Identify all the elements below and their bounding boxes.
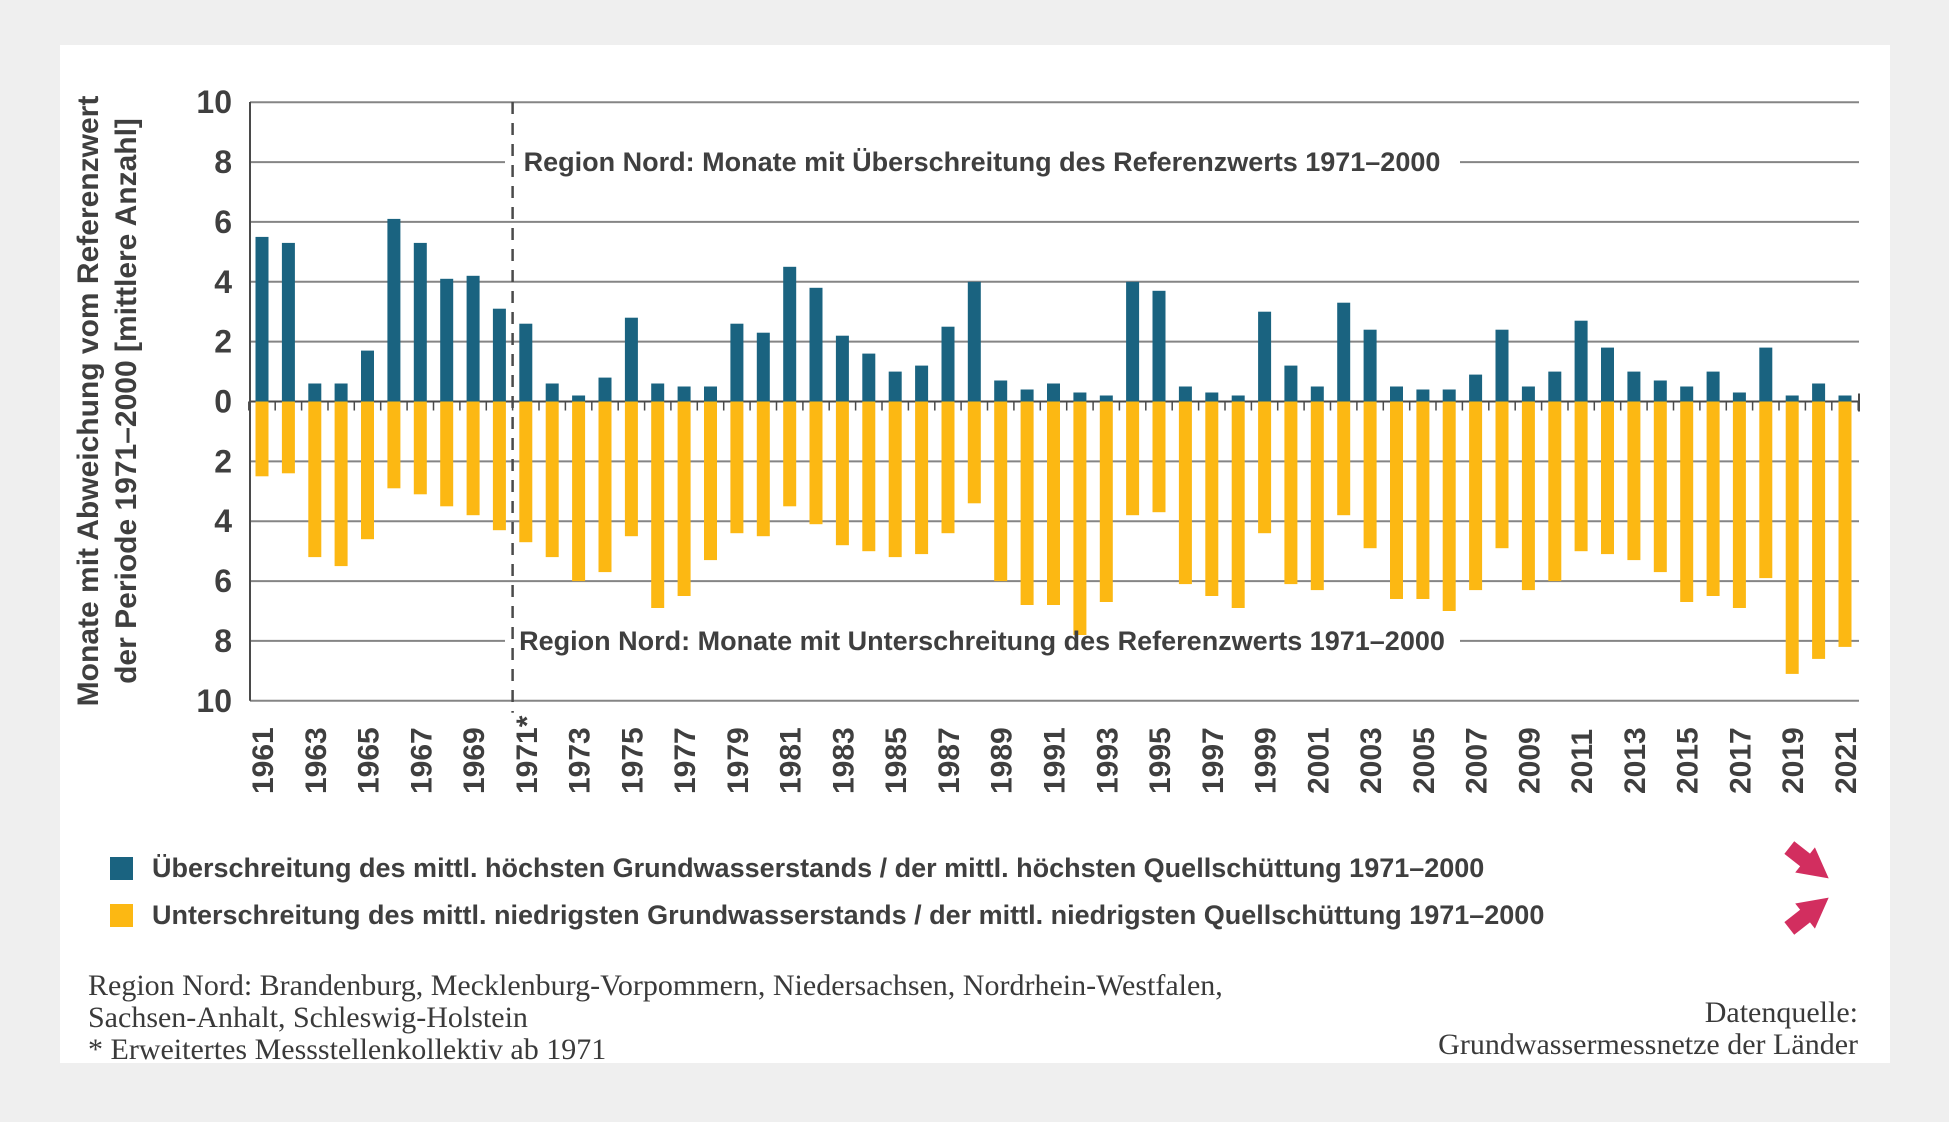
y-tick-label: 2 bbox=[214, 443, 232, 480]
x-tick-label: 1987 bbox=[933, 727, 966, 794]
x-tick-label: 2017 bbox=[1724, 727, 1758, 794]
bar-above-1966 bbox=[387, 219, 400, 402]
bar-above-1998 bbox=[1232, 396, 1245, 402]
bar-below-1977 bbox=[678, 402, 691, 597]
bar-below-2004 bbox=[1390, 402, 1403, 600]
x-tick-label: 1993 bbox=[1091, 727, 1125, 794]
bar-below-2011 bbox=[1575, 402, 1588, 552]
x-tick-label: 2021 bbox=[1830, 727, 1863, 794]
x-tick-label: 1999 bbox=[1249, 727, 1283, 794]
x-tick-label: 1995 bbox=[1144, 727, 1177, 794]
bar-below-1990 bbox=[1021, 402, 1034, 606]
bar-below-1970 bbox=[493, 402, 506, 531]
x-tick-label: 2009 bbox=[1513, 727, 1547, 794]
bar-above-2002 bbox=[1337, 303, 1350, 402]
bar-above-2019 bbox=[1786, 396, 1799, 402]
bar-above-2008 bbox=[1496, 330, 1509, 402]
bar-below-2015 bbox=[1680, 402, 1693, 603]
bars bbox=[256, 219, 1852, 674]
y-axis-title-line1: Monate mit Abweichung vom Referenzwert bbox=[72, 95, 105, 707]
bar-below-2009 bbox=[1522, 402, 1535, 591]
y-tick-label: 8 bbox=[214, 144, 232, 181]
bar-above-2020 bbox=[1812, 384, 1825, 402]
bar-above-1982 bbox=[810, 288, 823, 402]
y-tick-label: 2 bbox=[214, 323, 232, 360]
bar-above-2014 bbox=[1654, 381, 1667, 402]
datasource-label: Datenquelle: bbox=[1704, 996, 1858, 1029]
bar-below-1976 bbox=[651, 402, 664, 609]
y-tick-label: 6 bbox=[214, 563, 232, 600]
x-tick-label: 1989 bbox=[985, 727, 1019, 794]
bar-below-1998 bbox=[1232, 402, 1245, 609]
x-tick-label: 1983 bbox=[827, 727, 861, 794]
bar-above-1964 bbox=[335, 384, 348, 402]
footnote-region: Region Nord: Brandenburg, Mecklenburg-Vorpommern, Niedersachsen, Nordrhein-Westfalen, bbox=[88, 969, 1223, 1002]
bar-above-1995 bbox=[1153, 291, 1166, 402]
bar-above-1983 bbox=[836, 336, 849, 402]
bar-below-2008 bbox=[1496, 402, 1509, 549]
footnote-region-2: Sachsen-Anhalt, Schleswig-Holstein bbox=[88, 1001, 528, 1034]
bar-above-1972 bbox=[546, 384, 559, 402]
bar-above-2011 bbox=[1575, 321, 1588, 402]
bar-below-1984 bbox=[862, 402, 875, 552]
bar-below-1996 bbox=[1179, 402, 1192, 585]
bar-above-1976 bbox=[651, 384, 664, 402]
bar-below-1995 bbox=[1153, 402, 1166, 513]
converging-arrows-icon bbox=[1759, 838, 1859, 948]
chart-title-above: Region Nord: Monate mit Überschreitung des Referenzwerts 1971–2000 bbox=[523, 147, 1441, 177]
bar-below-1974 bbox=[599, 402, 612, 573]
legend-label-above: Überschreitung des mittl. höchsten Grundwasserstands / der mittl. höchsten Quellschüttung 1971–2000 bbox=[152, 852, 1485, 883]
bar-below-2019 bbox=[1786, 402, 1799, 674]
bar-above-2016 bbox=[1707, 372, 1720, 402]
bar-above-1980 bbox=[757, 333, 770, 402]
bar-above-1978 bbox=[704, 387, 717, 402]
x-tick-label: 1973 bbox=[563, 727, 597, 794]
bar-below-1979 bbox=[730, 402, 743, 534]
legend-item-below bbox=[110, 899, 1545, 930]
x-tick-label: 1985 bbox=[880, 727, 914, 794]
bar-above-1992 bbox=[1073, 393, 1086, 402]
bar-above-1974 bbox=[599, 378, 612, 402]
bar-below-1966 bbox=[387, 402, 400, 489]
bar-above-2007 bbox=[1469, 375, 1482, 402]
bar-above-1997 bbox=[1205, 393, 1218, 402]
bar-below-2000 bbox=[1284, 402, 1297, 585]
bar-above-1971 bbox=[519, 324, 532, 402]
bar-above-1967 bbox=[414, 243, 427, 402]
legend-swatch-above bbox=[110, 857, 133, 880]
bar-above-2003 bbox=[1364, 330, 1377, 402]
bar-above-1961 bbox=[256, 237, 269, 402]
bar-below-1993 bbox=[1100, 402, 1113, 603]
bar-below-1980 bbox=[757, 402, 770, 537]
bar-above-1986 bbox=[915, 366, 928, 402]
bar-above-1970 bbox=[493, 309, 506, 402]
bar-below-2020 bbox=[1812, 402, 1825, 659]
bar-above-1975 bbox=[625, 318, 638, 402]
bar-below-1991 bbox=[1047, 402, 1060, 606]
bar-above-1981 bbox=[783, 267, 796, 402]
bar-below-1968 bbox=[440, 402, 453, 507]
x-tick-label: 1971* bbox=[510, 715, 544, 794]
bar-below-2013 bbox=[1627, 402, 1640, 561]
x-tick-label: 2007 bbox=[1460, 727, 1494, 794]
bar-above-1990 bbox=[1021, 390, 1034, 402]
x-tick-label: 2005 bbox=[1407, 727, 1441, 794]
bar-above-1985 bbox=[889, 372, 902, 402]
bar-above-1968 bbox=[440, 279, 453, 402]
bar-below-2017 bbox=[1733, 402, 1746, 609]
bar-below-1978 bbox=[704, 402, 717, 561]
bar-above-1965 bbox=[361, 351, 374, 402]
bar-below-1987 bbox=[942, 402, 955, 534]
footnote-asterisk: * Erweitertes Messstellenkollektiv ab 1971 bbox=[88, 1033, 607, 1066]
bar-above-1991 bbox=[1047, 384, 1060, 402]
bar-below-2006 bbox=[1443, 402, 1456, 612]
bar-below-2003 bbox=[1364, 402, 1377, 549]
x-tick-label: 2013 bbox=[1618, 727, 1652, 794]
x-tick-label: 1981 bbox=[774, 727, 808, 794]
x-tick-label: 1977 bbox=[669, 727, 703, 794]
bar-above-2015 bbox=[1680, 387, 1693, 402]
bar-above-1962 bbox=[282, 243, 295, 402]
legend-swatch-below bbox=[110, 904, 133, 927]
bar-below-2021 bbox=[1839, 402, 1852, 647]
chart-title-below: Region Nord: Monate mit Unterschreitung des Referenzwerts 1971–2000 bbox=[519, 626, 1445, 656]
x-tick-label: 1963 bbox=[299, 727, 333, 794]
arrow-down-right bbox=[1779, 838, 1838, 891]
bar-below-2005 bbox=[1416, 402, 1429, 600]
legend-label-below: Unterschreitung des mittl. niedrigsten Grundwasserstands / der mittl. niedrigsten Quellschüttung 1971–2000 bbox=[152, 899, 1545, 930]
bar-below-2018 bbox=[1759, 402, 1772, 579]
bar-above-1996 bbox=[1179, 387, 1192, 402]
bar-below-1999 bbox=[1258, 402, 1271, 534]
bar-above-1993 bbox=[1100, 396, 1113, 402]
x-tick-label: 1979 bbox=[721, 727, 755, 794]
x-tick-label: 1975 bbox=[616, 727, 650, 794]
y-tick-label: 0 bbox=[214, 383, 232, 420]
bar-below-1964 bbox=[335, 402, 348, 567]
y-tick-label: 8 bbox=[214, 622, 232, 659]
bar-above-2017 bbox=[1733, 393, 1746, 402]
bar-below-1985 bbox=[889, 402, 902, 558]
bar-above-1987 bbox=[942, 327, 955, 402]
x-tick-label: 1967 bbox=[405, 727, 439, 794]
bar-below-2001 bbox=[1311, 402, 1324, 591]
bar-below-2012 bbox=[1601, 402, 1614, 555]
bar-above-1994 bbox=[1126, 282, 1139, 402]
bar-below-1988 bbox=[968, 402, 981, 504]
bar-below-1994 bbox=[1126, 402, 1139, 516]
bar-below-1975 bbox=[625, 402, 638, 537]
x-tick-label: 2001 bbox=[1302, 727, 1336, 794]
y-tick-label: 6 bbox=[214, 203, 232, 240]
bar-above-1984 bbox=[862, 354, 875, 402]
bar-below-1961 bbox=[256, 402, 269, 477]
x-tick-label: 1997 bbox=[1196, 727, 1230, 794]
bar-below-2014 bbox=[1654, 402, 1667, 573]
bar-above-2012 bbox=[1601, 348, 1614, 402]
bar-below-1986 bbox=[915, 402, 928, 555]
footnote-block bbox=[88, 970, 1223, 1066]
bar-above-2005 bbox=[1416, 390, 1429, 402]
bar-below-1969 bbox=[467, 402, 480, 516]
bar-above-1977 bbox=[678, 387, 691, 402]
x-tick-label: 2003 bbox=[1355, 727, 1389, 794]
bar-below-1983 bbox=[836, 402, 849, 546]
x-tick-label: 1961 bbox=[247, 727, 280, 794]
bar-above-2021 bbox=[1839, 396, 1852, 402]
bar-above-1988 bbox=[968, 282, 981, 402]
bar-below-1973 bbox=[572, 402, 585, 582]
bar-above-2013 bbox=[1627, 372, 1640, 402]
bar-above-2006 bbox=[1443, 390, 1456, 402]
bar-below-2010 bbox=[1548, 402, 1561, 582]
bar-below-1981 bbox=[783, 402, 796, 507]
bar-below-1982 bbox=[810, 402, 823, 525]
arrow-up-right bbox=[1779, 885, 1838, 941]
y-tick-label: 10 bbox=[196, 682, 232, 719]
datasource-value: Grundwassermessnetze der Länder bbox=[1438, 1028, 1858, 1061]
y-axis-title-line2: der Periode 1971–2000 [mittlere Anzahl] bbox=[110, 118, 143, 684]
bar-below-1962 bbox=[282, 402, 295, 474]
y-tick-label: 4 bbox=[214, 503, 232, 540]
bar-above-1979 bbox=[730, 324, 743, 402]
bar-above-2010 bbox=[1548, 372, 1561, 402]
bar-below-1965 bbox=[361, 402, 374, 540]
bar-below-1989 bbox=[994, 402, 1007, 582]
datasource-block bbox=[1438, 997, 1858, 1061]
bar-below-1972 bbox=[546, 402, 559, 558]
bar-above-1989 bbox=[994, 381, 1007, 402]
bar-above-1969 bbox=[467, 276, 480, 402]
x-tick-label: 2011 bbox=[1566, 728, 1600, 794]
bar-above-1999 bbox=[1258, 312, 1271, 402]
bar-above-2004 bbox=[1390, 387, 1403, 402]
bar-below-1967 bbox=[414, 402, 427, 495]
y-tick-label: 10 bbox=[196, 84, 232, 121]
x-tick-label: 1965 bbox=[352, 727, 386, 794]
bar-above-2001 bbox=[1311, 387, 1324, 402]
bar-below-2002 bbox=[1337, 402, 1350, 516]
x-tick-label: 1969 bbox=[458, 727, 492, 794]
bar-below-2016 bbox=[1707, 402, 1720, 597]
bar-below-2007 bbox=[1469, 402, 1482, 591]
bar-above-1963 bbox=[308, 384, 321, 402]
bar-above-1973 bbox=[572, 396, 585, 402]
bar-below-1971 bbox=[519, 402, 532, 543]
x-tick-label: 2015 bbox=[1671, 727, 1705, 794]
bar-below-1963 bbox=[308, 402, 321, 558]
x-tick-label: 1991 bbox=[1038, 727, 1072, 794]
bar-below-1997 bbox=[1205, 402, 1218, 597]
y-tick-label: 4 bbox=[214, 263, 232, 300]
bar-below-1992 bbox=[1073, 402, 1086, 636]
chart-card bbox=[60, 45, 1890, 1066]
bar-above-2009 bbox=[1522, 387, 1535, 402]
legend-item-above bbox=[110, 852, 1485, 883]
bar-above-2000 bbox=[1284, 366, 1297, 402]
x-tick-label: 2019 bbox=[1777, 727, 1811, 794]
bar-above-2018 bbox=[1759, 348, 1772, 402]
